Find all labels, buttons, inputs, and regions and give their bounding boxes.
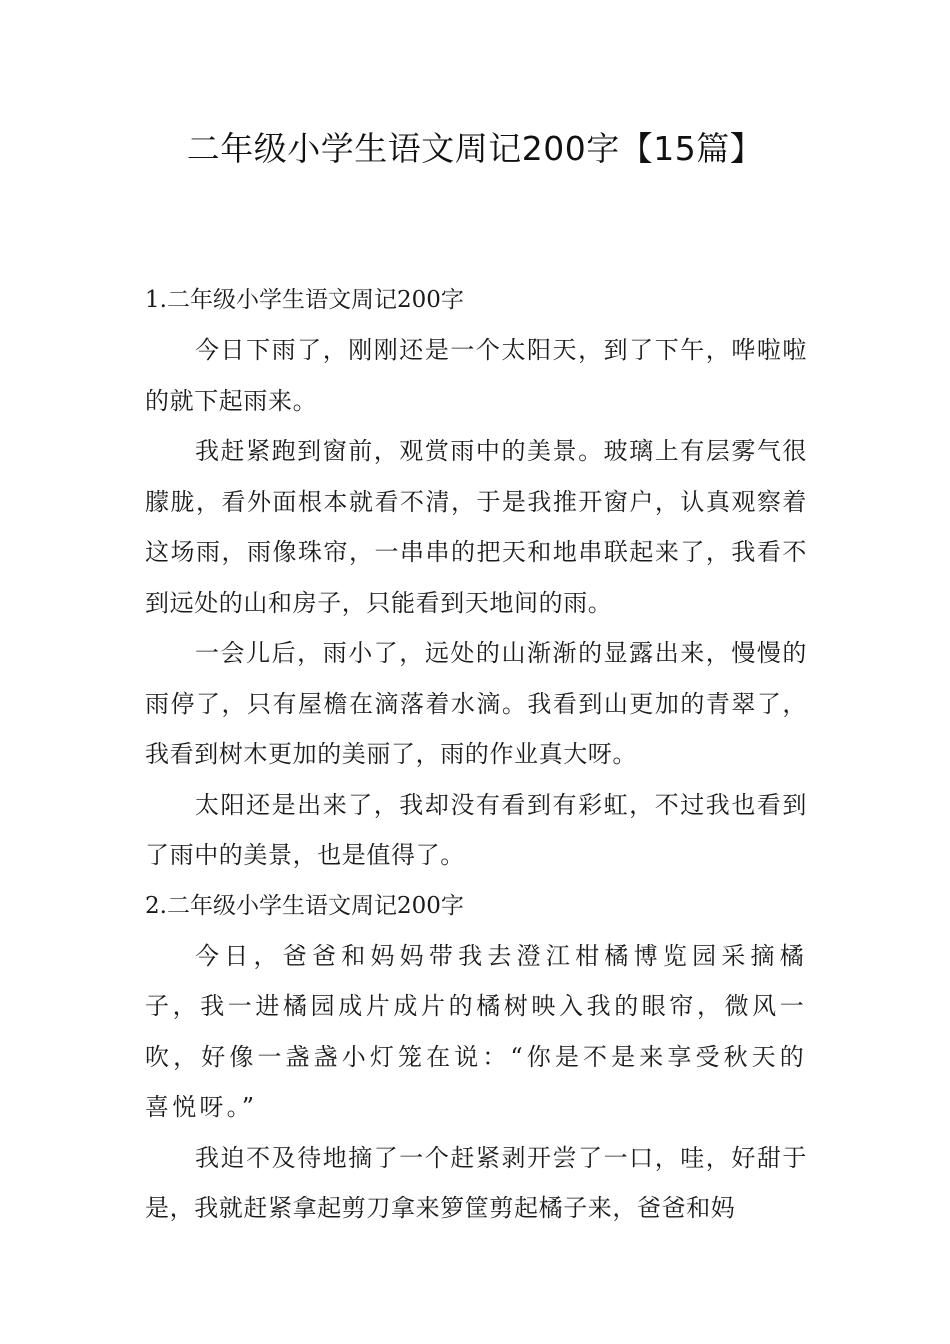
paragraph: 今日，爸爸和妈妈带我去澄江柑橘博览园采摘橘子，我一进橘园成片成片的橘树映入我的眼帘，微风一吹，好像一盏盏小灯笼在说：“你是不是来享受秋天的喜悦呀。” (145, 941, 807, 1121)
section-heading: 2.二年级小学生语文周记200字 (145, 892, 464, 919)
paragraph: 我赶紧跑到窗前，观赏雨中的美景。玻璃上有层雾气很朦胧，看外面根本就看不清，于是我推开窗户，认真观察着这场雨，雨像珠帘，一串串的把天和地串联起来了，我看不到远处的山和房子，只能看到天地间的雨。 (145, 437, 807, 617)
paragraph: 今日下雨了，刚刚还是一个太阳天，到了下午，哗啦啦的就下起雨来。 (145, 336, 807, 415)
document-body (145, 275, 807, 1234)
paragraph: 太阳还是出来了，我却没有看到有彩虹，不过我也看到了雨中的美景，也是值得了。 (145, 790, 807, 869)
section-1 (145, 275, 807, 881)
section-2 (145, 881, 807, 1234)
document-title: 二年级小学生语文周记200字【15篇】 (186, 129, 764, 168)
section-heading: 1.二年级小学生语文周记200字 (145, 287, 464, 313)
paragraph: 一会儿后，雨小了，远处的山渐渐的显露出来，慢慢的雨停了，只有屋檐在滴落着水滴。我看到山更加的青翠了，我看到树木更加的美丽了，雨的作业真大呀。 (145, 639, 807, 768)
paragraph: 我迫不及待地摘了一个赶紧剥开尝了一口，哇，好甜于是，我就赶紧拿起剪刀拿来箩筐剪起橘子来，爸爸和妈 (145, 1143, 807, 1222)
